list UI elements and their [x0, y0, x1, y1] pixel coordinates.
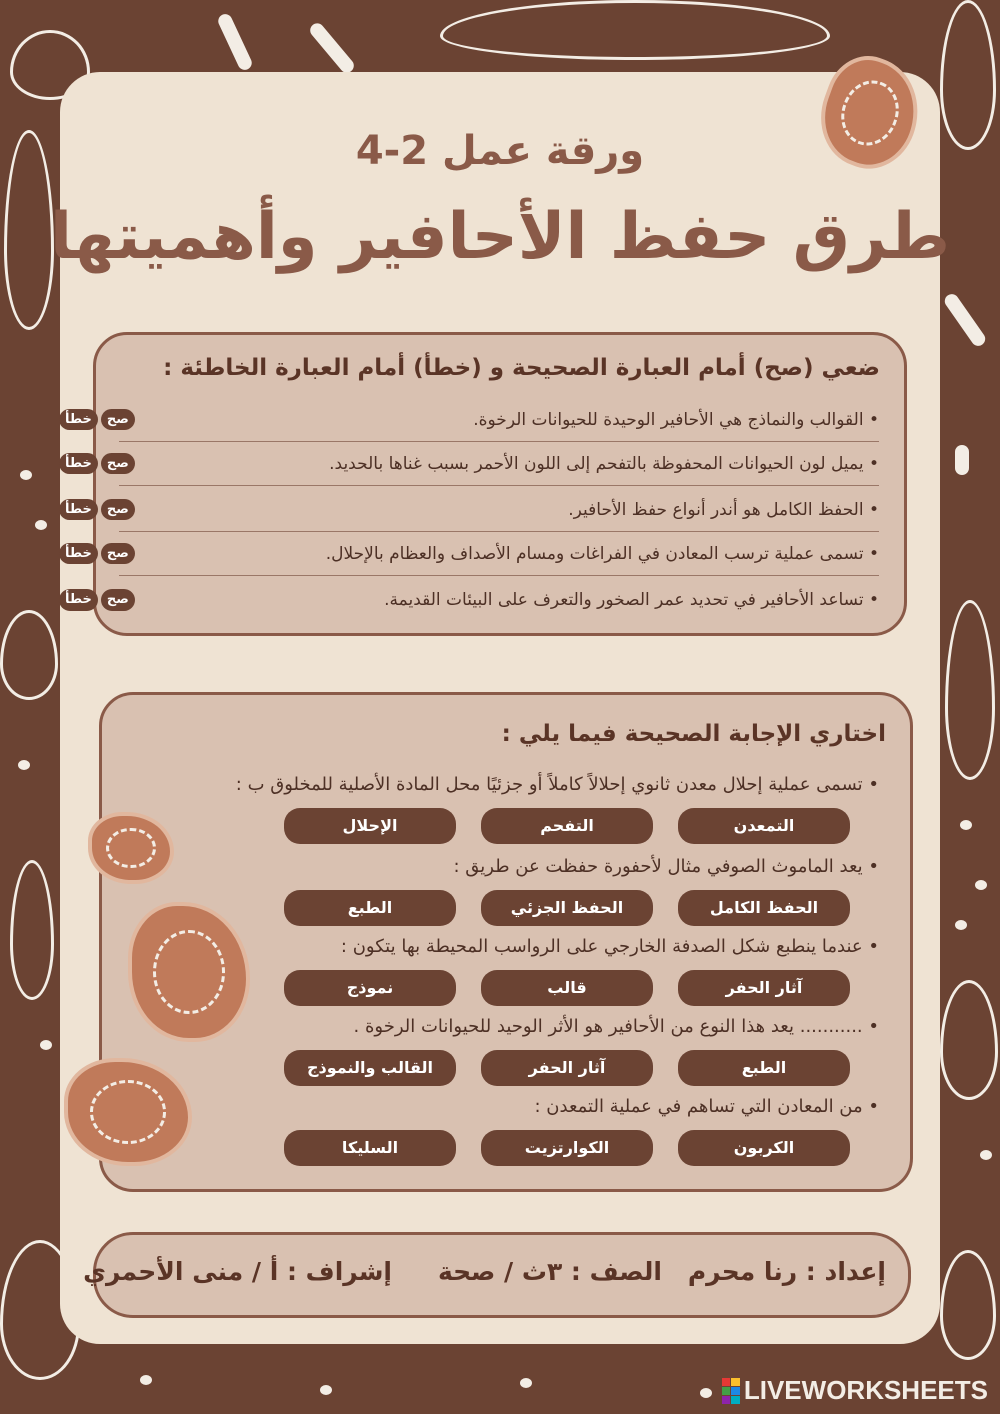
- rib-fossil-icon: [0, 610, 58, 700]
- watermark-text: LIVEWORKSHEETS: [743, 1375, 988, 1405]
- watermark: [722, 1375, 988, 1406]
- question-text: • يعد الماموث الصوفي مثال لأحفورة حفظت عن طريق :: [453, 856, 879, 877]
- pebble-icon: [40, 1040, 52, 1050]
- answer-option-button[interactable]: القالب والنموذج: [284, 1050, 456, 1086]
- true-false-statement: • تساعد الأحافير في تحديد عمر الصخور والتعرف على البيئات القديمة.: [384, 590, 879, 610]
- true-false-statement: • يميل لون الحيوانات المحفوظة بالتفحم إلى اللون الأحمر بسبب غناها بالحديد.: [329, 453, 879, 474]
- true-false-row: [65, 442, 879, 486]
- true-button[interactable]: صح: [101, 589, 135, 611]
- true-false-heading: ضعي (صح) أمام العبارة الصحيحة و (خطأ) أمام العبارة الخاطئة :: [163, 355, 880, 381]
- pebble-icon: [35, 520, 47, 530]
- true-button[interactable]: صح: [101, 409, 135, 431]
- false-button[interactable]: خطأ: [59, 499, 98, 521]
- multiple-choice-heading: اختاري الإجابة الصحيحة فيما يلي :: [501, 721, 886, 747]
- answer-option-button[interactable]: الطبع: [284, 890, 456, 926]
- shell-fossil-icon: [940, 1250, 996, 1360]
- false-button[interactable]: خطأ: [59, 543, 98, 565]
- answer-option-button[interactable]: الحفظ الجزئي: [481, 890, 653, 926]
- question-text: • من المعادن التي تساهم في عملية التمعدن :: [534, 1096, 879, 1117]
- question-text: • ........... يعد هذا النوع من الأحافير هو الأثر الوحيد للحيوانات الرخوة .: [353, 1016, 879, 1037]
- pebble-icon: [980, 1150, 992, 1160]
- true-button[interactable]: صح: [101, 543, 135, 565]
- true-false-row: [65, 578, 879, 622]
- true-false-buttons: [59, 409, 135, 431]
- bone-icon: [942, 291, 988, 348]
- shell-fossil-icon: [10, 860, 54, 1000]
- plant-fossil-icon: [945, 600, 995, 780]
- answer-option-button[interactable]: الطبع: [678, 1050, 850, 1086]
- prepared-by: إعداد : رنا محرم: [687, 1257, 886, 1286]
- true-false-buttons: [59, 543, 135, 565]
- false-button[interactable]: خطأ: [59, 589, 98, 611]
- answer-option-button[interactable]: الإحلال: [284, 808, 456, 844]
- true-false-statement: • تسمى عملية ترسب المعادن في الفراغات ومسام الأصداف والعظام بالإحلال.: [325, 543, 879, 564]
- answer-option-button[interactable]: نموذج: [284, 970, 456, 1006]
- true-false-statement: • القوالب والنماذج هي الأحافير الوحيدة للحيوانات الرخوة.: [473, 409, 879, 430]
- true-false-statement: • الحفظ الكامل هو أندر أنواع حفظ الأحافير.: [568, 499, 879, 520]
- true-false-row: [65, 532, 879, 576]
- true-false-buttons: [59, 453, 135, 475]
- bone-icon: [307, 21, 356, 76]
- true-false-buttons: [59, 499, 135, 521]
- pebble-icon: [320, 1385, 332, 1395]
- bone-icon: [216, 12, 254, 72]
- pebble-icon: [960, 820, 972, 830]
- answer-option-button[interactable]: آثار الحفر: [678, 970, 850, 1006]
- true-button[interactable]: صح: [101, 453, 135, 475]
- pebble-icon: [520, 1378, 532, 1388]
- dinosaur-skeleton-icon: [440, 0, 830, 60]
- true-button[interactable]: صح: [101, 499, 135, 521]
- answer-option-button[interactable]: التمعدن: [678, 808, 850, 844]
- answer-option-button[interactable]: آثار الحفر: [481, 1050, 653, 1086]
- answer-option-button[interactable]: قالب: [481, 970, 653, 1006]
- pebble-icon: [140, 1375, 152, 1385]
- answer-option-button[interactable]: السليكا: [284, 1130, 456, 1166]
- grade-label: الصف : ٣ث / صحة: [437, 1257, 662, 1286]
- answer-option-button[interactable]: الحفظ الكامل: [678, 890, 850, 926]
- pebble-icon: [955, 920, 967, 930]
- question-text: • عندما ينطبع شكل الصدفة الخارجي على الرواسب المحيطة بها يتكون :: [340, 936, 879, 957]
- supervisor-label: إشراف : أ / منى الأحمري: [83, 1257, 392, 1286]
- page-title: طرق حفظ الأحافير وأهميتها: [50, 200, 950, 274]
- answer-option-button[interactable]: الكربون: [678, 1130, 850, 1166]
- pebble-icon: [20, 470, 32, 480]
- liveworksheets-logo-icon: [722, 1378, 740, 1404]
- answer-option-button[interactable]: الكوارتزيت: [481, 1130, 653, 1166]
- question-text: • تسمى عملية إحلال معدن ثانوي إحلالاً كاملاً أو جزئيًا محل المادة الأصلية للمخلوق ب :: [235, 774, 879, 795]
- false-button[interactable]: خطأ: [59, 409, 98, 431]
- true-false-row: [65, 398, 879, 442]
- credits-footer: [83, 1232, 911, 1318]
- pebble-icon: [700, 1388, 712, 1398]
- true-false-buttons: [59, 589, 135, 611]
- pebble-icon: [18, 760, 30, 770]
- worksheet-number: ورقة عمل 2-4: [355, 128, 645, 174]
- false-button[interactable]: خطأ: [59, 453, 98, 475]
- bone-icon: [955, 445, 969, 475]
- pebble-icon: [975, 880, 987, 890]
- true-false-row: [65, 488, 879, 532]
- answer-option-button[interactable]: التفحم: [481, 808, 653, 844]
- skull-fossil-icon: [940, 980, 998, 1100]
